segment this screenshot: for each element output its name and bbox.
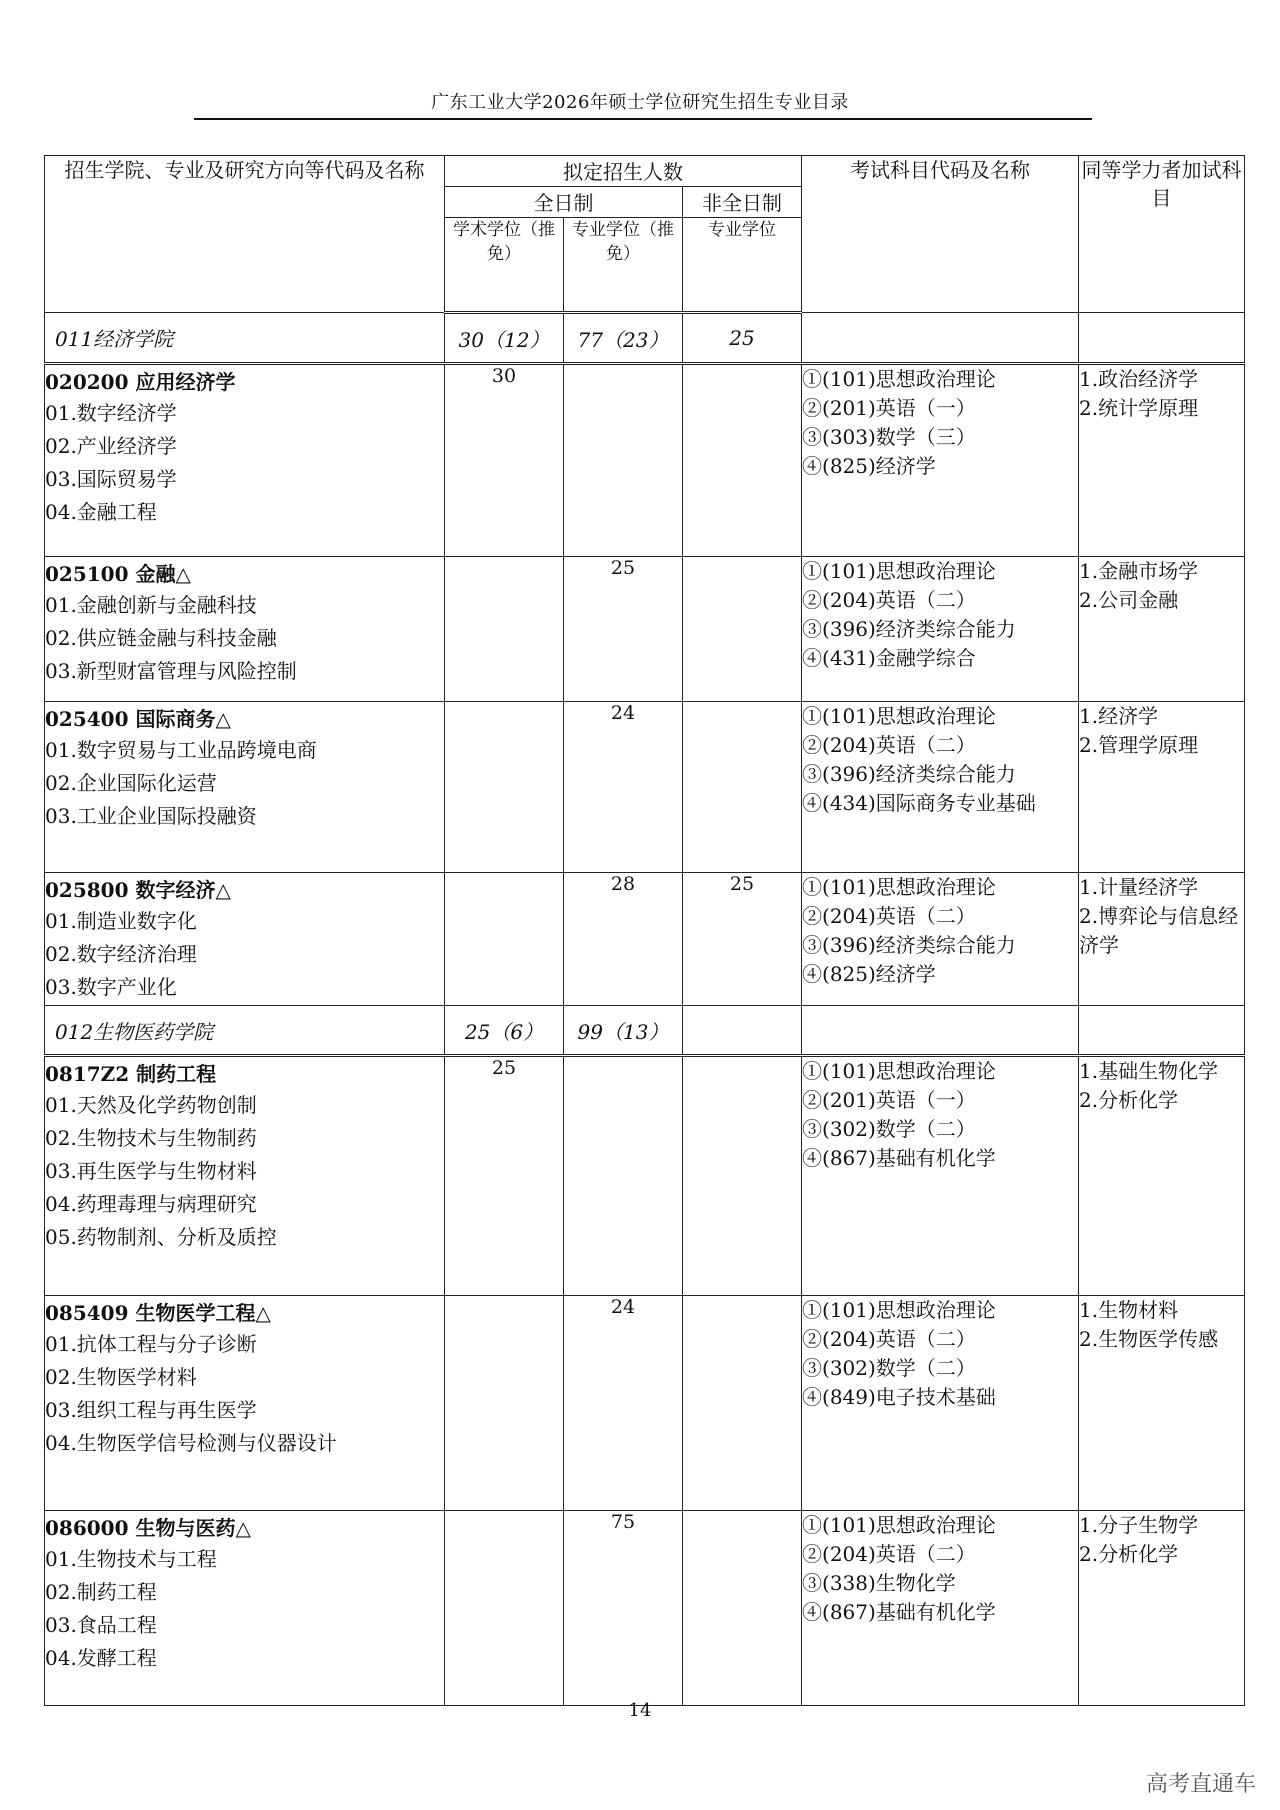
major-row: [45, 1056, 1245, 1296]
major-program-cell: [45, 557, 445, 702]
exam-subject: ③(302)数学（二）: [802, 1117, 976, 1141]
exam-subject: ③(396)经济类综合能力: [802, 617, 1016, 641]
exam-subject: ②(204)英语（二）: [802, 1542, 976, 1566]
exam-subject: ④(867)基础有机化学: [802, 1600, 996, 1624]
major-part-time-count: [683, 1296, 802, 1511]
college-part-time-count: 25: [683, 313, 802, 364]
extra-subjects-cell: [1079, 873, 1245, 1006]
research-direction: 02.生物技术与生物制药: [45, 1126, 257, 1150]
exam-subjects-cell: [802, 1056, 1079, 1296]
major-code-name: 0817Z2 制药工程: [45, 1062, 217, 1086]
extra-subject: 1.生物材料: [1079, 1298, 1179, 1322]
research-direction: 04.发酵工程: [45, 1646, 157, 1670]
major-code-name: 085409 生物医学工程△: [45, 1301, 271, 1325]
research-direction: 03.食品工程: [45, 1613, 157, 1637]
header-planned: 拟定招生人数: [445, 156, 802, 187]
exam-subject: ③(396)经济类综合能力: [802, 762, 1016, 786]
major-code-name: 025100 金融△: [45, 562, 191, 586]
major-part-time-count: [683, 557, 802, 702]
research-direction: 02.供应链金融与科技金融: [45, 626, 277, 650]
college-extras-empty: [1079, 313, 1245, 364]
exam-subjects-cell: [802, 1511, 1079, 1706]
major-professional-count: 24: [564, 702, 683, 873]
exam-subject: ②(204)英语（二）: [802, 588, 976, 612]
extra-subjects-cell: [1079, 1296, 1245, 1511]
major-professional-count: 25: [564, 557, 683, 702]
extra-subject: 2.分析化学: [1079, 1088, 1179, 1112]
major-row: [45, 702, 1245, 873]
research-direction: 04.生物医学信号检测与仪器设计: [45, 1431, 337, 1455]
header-professional: 专业学位（推免）: [564, 218, 683, 313]
exam-subject: ③(303)数学（三）: [802, 425, 976, 449]
exam-subject: ①(101)思想政治理论: [802, 1059, 996, 1083]
exam-subject: ④(434)国际商务专业基础: [802, 791, 1036, 815]
major-row: [45, 557, 1245, 702]
exam-subject: ④(849)电子技术基础: [802, 1385, 996, 1409]
extra-subject: 1.基础生物化学: [1079, 1059, 1219, 1083]
research-direction: 03.组织工程与再生医学: [45, 1398, 257, 1422]
research-direction: 04.金融工程: [45, 500, 157, 524]
research-direction: 03.新型财富管理与风险控制: [45, 659, 297, 683]
exam-subjects-cell: [802, 364, 1079, 557]
exam-subjects-cell: [802, 702, 1079, 873]
exam-subject: ④(825)经济学: [802, 454, 936, 478]
exam-subject: ③(302)数学（二）: [802, 1356, 976, 1380]
major-code-name: 025400 国际商务△: [45, 707, 231, 731]
header-academic: 学术学位（推免）: [445, 218, 564, 313]
exam-subject: ①(101)思想政治理论: [802, 1298, 996, 1322]
major-professional-count: 28: [564, 873, 683, 1006]
extra-subject: 2.博弈论与信息经济学: [1079, 904, 1239, 957]
exam-subject: ③(396)经济类综合能力: [802, 933, 1016, 957]
watermark: 高考直通车: [1145, 1772, 1256, 1797]
extra-subjects-cell: [1079, 364, 1245, 557]
major-professional-count: [564, 364, 683, 557]
research-direction: 03.数字产业化: [45, 975, 177, 999]
exam-subject: ①(101)思想政治理论: [802, 1513, 996, 1537]
major-row: [45, 1511, 1245, 1706]
extra-subjects-cell: [1079, 557, 1245, 702]
college-part-time-count: [683, 1006, 802, 1056]
research-direction: 03.工业企业国际投融资: [45, 804, 257, 828]
extra-subject: 2.生物医学传感: [1079, 1327, 1219, 1351]
college-academic-count: 30（12）: [445, 313, 564, 364]
major-part-time-count: 25: [683, 873, 802, 1006]
exam-subject: ①(101)思想政治理论: [802, 559, 996, 583]
exam-subject: ②(204)英语（二）: [802, 1327, 976, 1351]
exam-subject: ①(101)思想政治理论: [802, 875, 996, 899]
extra-subject: 1.金融市场学: [1079, 559, 1199, 583]
major-code-name: 025800 数字经济△: [45, 878, 231, 902]
college-exams-empty: [802, 1006, 1079, 1056]
major-row: [45, 1296, 1245, 1511]
major-academic-count: 25: [445, 1056, 564, 1296]
major-row: [45, 364, 1245, 557]
major-code-name: 086000 生物与医药△: [45, 1516, 251, 1540]
exam-subject: ②(201)英语（一）: [802, 1088, 976, 1112]
major-program-cell: [45, 873, 445, 1006]
college-row: [45, 1006, 1245, 1056]
major-academic-count: [445, 1511, 564, 1706]
extra-subjects-cell: [1079, 1056, 1245, 1296]
major-part-time-count: [683, 702, 802, 873]
college-professional-count: 77（23）: [564, 313, 683, 364]
extra-subject: 1.政治经济学: [1079, 367, 1199, 391]
research-direction: 02.数字经济治理: [45, 942, 197, 966]
major-professional-count: 75: [564, 1511, 683, 1706]
extra-subjects-cell: [1079, 1511, 1245, 1706]
title-divider: [194, 118, 1092, 120]
college-name: 012生物医药学院: [45, 1006, 445, 1056]
research-direction: 02.产业经济学: [45, 434, 177, 458]
major-part-time-count: [683, 1511, 802, 1706]
extra-subject: 1.分子生物学: [1079, 1513, 1199, 1537]
research-direction: 03.国际贸易学: [45, 467, 177, 491]
research-direction: 01.数字经济学: [45, 401, 177, 425]
college-exams-empty: [802, 313, 1079, 364]
major-program-cell: [45, 1056, 445, 1296]
header-full-time: 全日制: [445, 187, 683, 218]
research-direction: 01.生物技术与工程: [45, 1547, 217, 1571]
major-professional-count: 24: [564, 1296, 683, 1511]
major-academic-count: [445, 702, 564, 873]
research-direction: 01.数字贸易与工业品跨境电商: [45, 738, 317, 762]
page-number: 14: [628, 1700, 652, 1721]
extra-subject: 2.公司金融: [1079, 588, 1179, 612]
major-part-time-count: [683, 1056, 802, 1296]
research-direction: 02.生物医学材料: [45, 1365, 197, 1389]
header-part-professional: 专业学位: [683, 218, 802, 313]
major-program-cell: [45, 702, 445, 873]
exam-subject: ④(825)经济学: [802, 962, 936, 986]
exam-subjects-cell: [802, 1296, 1079, 1511]
catalog-body: [45, 313, 1245, 1706]
major-code-name: 020200 应用经济学: [45, 370, 236, 394]
college-row: [45, 313, 1245, 364]
header-extras: 同等学力者加试科目: [1079, 156, 1245, 313]
college-academic-count: 25（6）: [445, 1006, 564, 1056]
major-program-cell: [45, 364, 445, 557]
header-exams: 考试科目代码及名称: [802, 156, 1079, 313]
exam-subject: ②(204)英语（二）: [802, 733, 976, 757]
extra-subject: 2.统计学原理: [1079, 396, 1199, 420]
college-name: 011经济学院: [45, 313, 445, 364]
major-row: [45, 873, 1245, 1006]
extra-subject: 2.管理学原理: [1079, 733, 1199, 757]
extra-subject: 1.经济学: [1079, 704, 1159, 728]
major-academic-count: 30: [445, 364, 564, 557]
major-academic-count: [445, 1296, 564, 1511]
major-part-time-count: [683, 364, 802, 557]
research-direction: 02.企业国际化运营: [45, 771, 217, 795]
document-title: 广东工业大学2026年硕士学位研究生招生专业目录: [431, 92, 849, 113]
research-direction: 02.制药工程: [45, 1580, 157, 1604]
research-direction: 01.抗体工程与分子诊断: [45, 1332, 257, 1356]
exam-subject: ①(101)思想政治理论: [802, 704, 996, 728]
college-professional-count: 99（13）: [564, 1006, 683, 1056]
research-direction: 03.再生医学与生物材料: [45, 1159, 257, 1183]
major-academic-count: [445, 557, 564, 702]
research-direction: 04.药理毒理与病理研究: [45, 1192, 257, 1216]
research-direction: 05.药物制剂、分析及质控: [45, 1225, 277, 1249]
extra-subject: 1.计量经济学: [1079, 875, 1199, 899]
major-program-cell: [45, 1511, 445, 1706]
program-catalog-table: [44, 155, 1245, 1706]
college-extras-empty: [1079, 1006, 1245, 1056]
extra-subjects-cell: [1079, 702, 1245, 873]
exam-subject: ③(338)生物化学: [802, 1571, 956, 1595]
major-program-cell: [45, 1296, 445, 1511]
exam-subject: ②(201)英语（一）: [802, 396, 976, 420]
exam-subject: ④(431)金融学综合: [802, 646, 976, 670]
research-direction: 01.天然及化学药物创制: [45, 1093, 257, 1117]
research-direction: 01.制造业数字化: [45, 909, 197, 933]
extra-subject: 2.分析化学: [1079, 1542, 1179, 1566]
exam-subjects-cell: [802, 873, 1079, 1006]
major-academic-count: [445, 873, 564, 1006]
header-part-time: 非全日制: [683, 187, 802, 218]
header-program: 招生学院、专业及研究方向等代码及名称: [45, 156, 445, 313]
exam-subject: ④(867)基础有机化学: [802, 1146, 996, 1170]
research-direction: 01.金融创新与金融科技: [45, 593, 257, 617]
exam-subject: ①(101)思想政治理论: [802, 367, 996, 391]
exam-subjects-cell: [802, 557, 1079, 702]
major-professional-count: [564, 1056, 683, 1296]
exam-subject: ②(204)英语（二）: [802, 904, 976, 928]
